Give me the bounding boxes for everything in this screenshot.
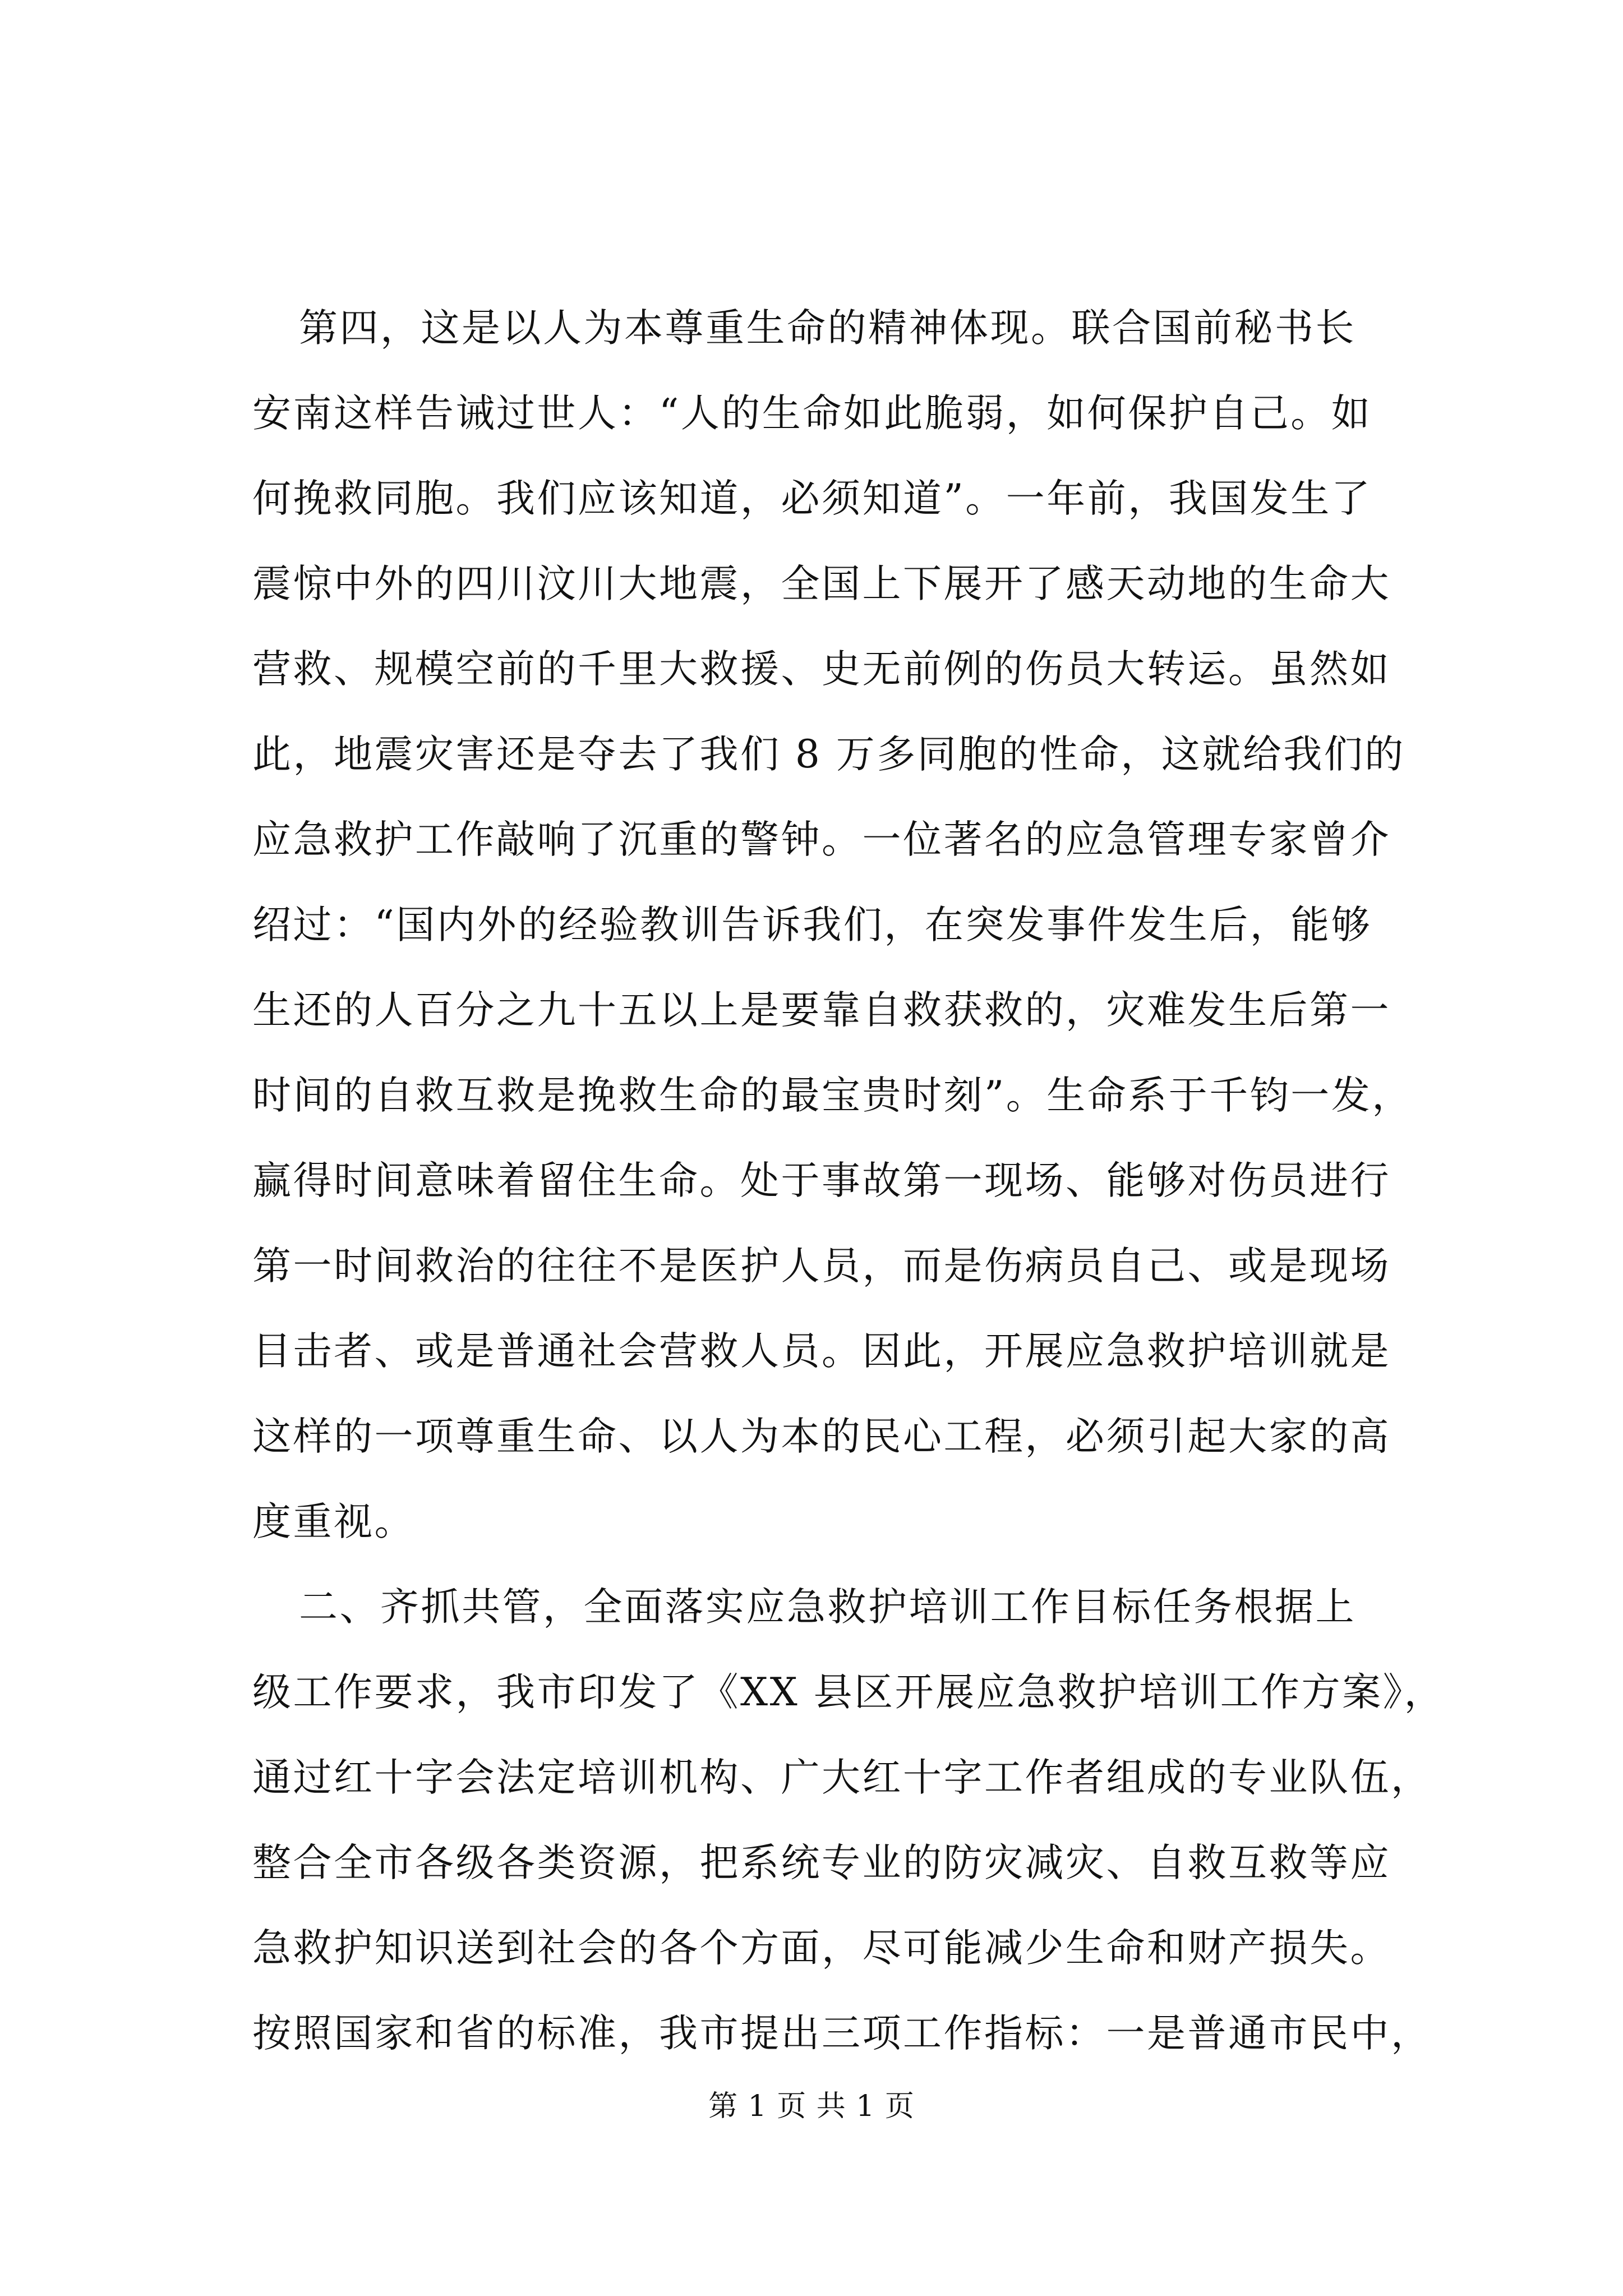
paragraph-line: 目击者、或是普通社会营救人员。因此，开展应急救护培训就是 [252, 1329, 1391, 1374]
paragraph-line: 通过红十字会法定培训机构、广大红十字工作者组成的专业队伍， [252, 1755, 1432, 1800]
paragraph-line: 营救、规模空前的千里大救援、史无前例的伤员大转运。虽然如 [252, 647, 1391, 692]
paragraph-line: 绍过：“国内外的经验教训告诉我们，在突发事件发生后，能够 [252, 903, 1372, 947]
paragraph-line: 应急救护工作敲响了沉重的警钟。一位著名的应急管理专家曾介 [252, 817, 1391, 862]
paragraph-line: 时间的自救互救是挽救生命的最宝贵时刻”。生命系于千钧一发， [252, 1073, 1413, 1118]
paragraph-line: 此，地震灾害还是夺去了我们 8 万多同胞的性命，这就给我们的 [252, 732, 1405, 777]
page-number-footer: 第 1 页 共 1 页 [708, 2090, 915, 2123]
paragraph-line: 度重视。 [252, 1499, 415, 1544]
paragraph-line: 震惊中外的四川汶川大地震，全国上下展开了感天动地的生命大 [252, 562, 1391, 606]
paragraph-line: 按照国家和省的标准，我市提出三项工作指标：一是普通市民中， [252, 2011, 1432, 2056]
paragraph-line: 何挽救同胞。我们应该知道，必须知道”。一年前，我国发生了 [252, 476, 1372, 521]
paragraph-line: 第四，这是以人为本尊重生命的精神体现。联合国前秘书长 [299, 306, 1356, 351]
paragraph-line: 二、齐抓共管，全面落实应急救护培训工作目标任务根据上 [299, 1585, 1356, 1630]
paragraph-line: 赢得时间意味着留住生命。处于事故第一现场、能够对伤员进行 [252, 1158, 1391, 1203]
paragraph-line: 级工作要求，我市印发了《XX 县区开展应急救护培训工作方案》， [252, 1670, 1445, 1715]
paragraph-line: 安南这样告诫过世人：“人的生命如此脆弱，如何保护自己。如 [252, 391, 1372, 436]
paragraph-line: 第一时间救治的往往不是医护人员，而是伤病员自己、或是现场 [252, 1244, 1391, 1289]
paragraph-line: 整合全市各级各类资源，把系统专业的防灾减灾、自救互救等应 [252, 1841, 1391, 1885]
paragraph-line: 这样的一项尊重生命、以人为本的民心工程，必须引起大家的高 [252, 1414, 1391, 1459]
paragraph-line: 急救护知识送到社会的各个方面，尽可能减少生命和财产损失。 [252, 1926, 1391, 1971]
paragraph-line: 生还的人百分之九十五以上是要靠自救获救的，灾难发生后第一 [252, 988, 1391, 1033]
